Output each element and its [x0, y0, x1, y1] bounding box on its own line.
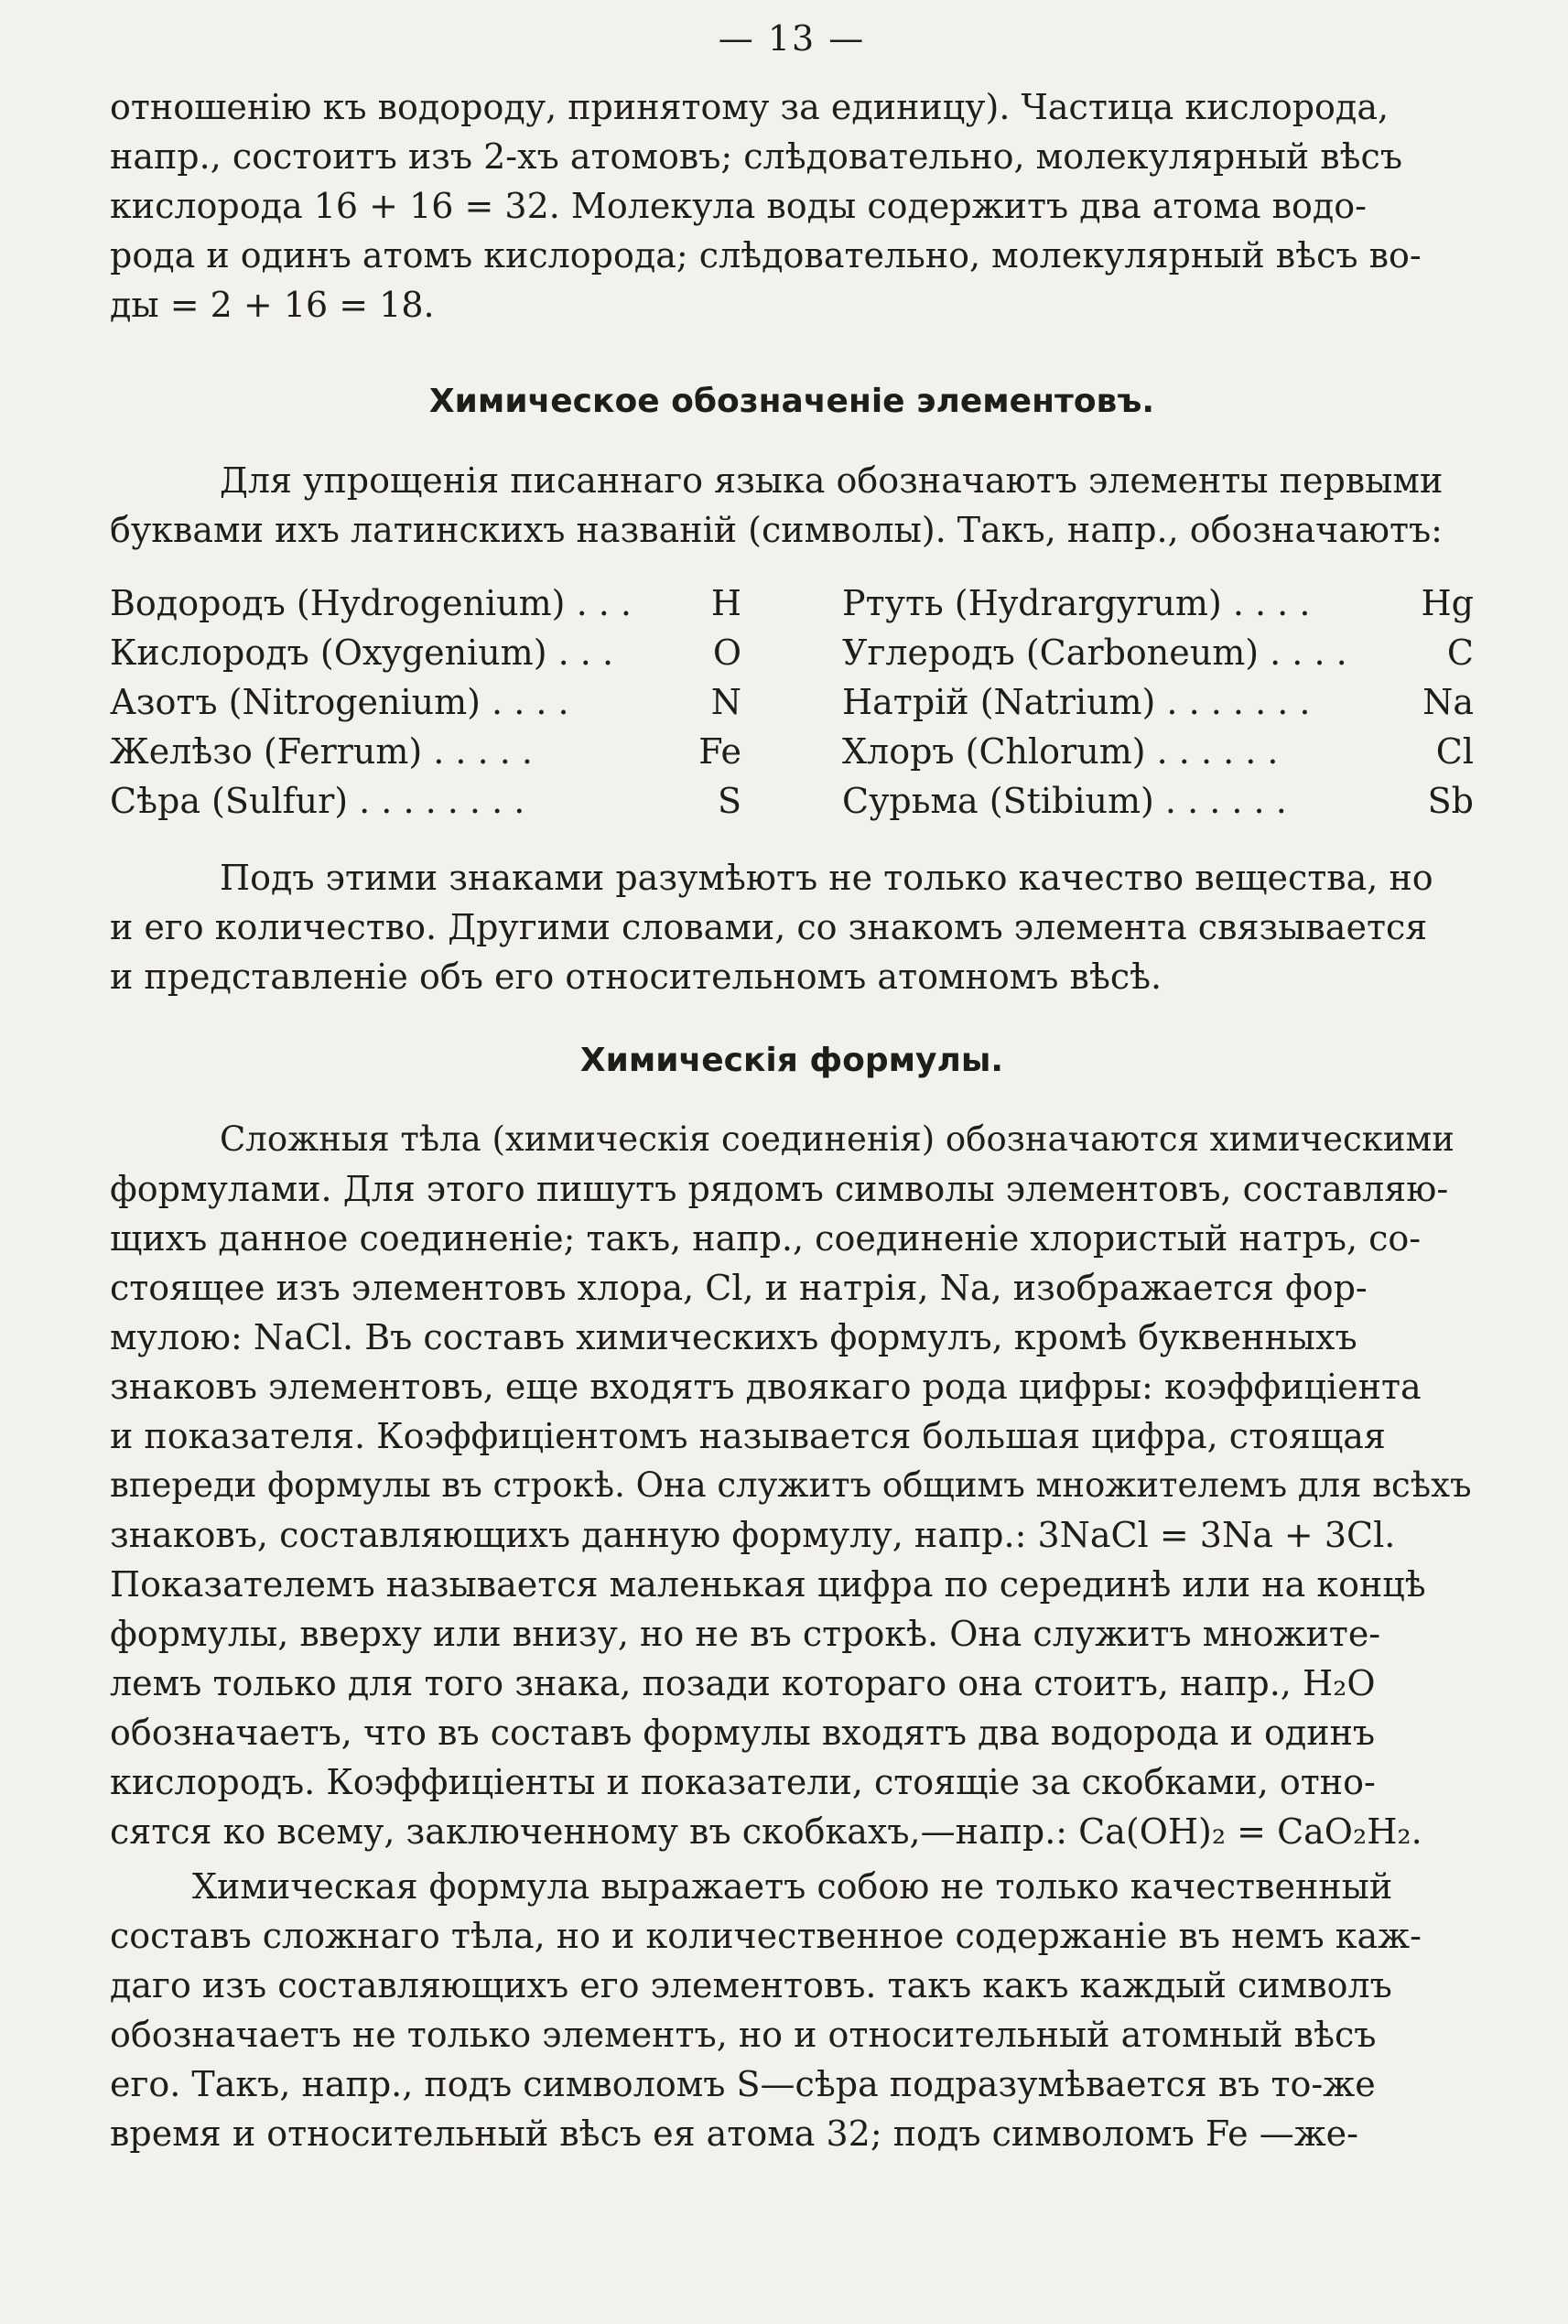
element-symbol: Hg [1421, 583, 1474, 623]
text-line: Подъ этими знаками разумѣютъ не только качество вещества, но [220, 858, 1433, 898]
text-line: Для упрощенія писаннаго языка обозначаютъ элементы первыми [220, 460, 1444, 501]
element-symbol: H [710, 583, 741, 623]
text-line: и его количество. Другими словами, со знакомъ элемента связывается [110, 907, 1428, 947]
element-symbol: N [710, 682, 741, 722]
text-line: стоящее изъ элементовъ хлора, Cl, и натрія, Na, изображается фор- [110, 1268, 1368, 1308]
text-line: щихъ данное соединеніе; такъ, напр., соединеніе хлористый натръ, со- [110, 1218, 1422, 1259]
element-name: Кислородъ (Oxygenium) . . . [110, 632, 614, 673]
elements-table [110, 578, 1474, 826]
element-name: Сурьма (Stibium) . . . . . . [842, 781, 1287, 821]
text-line: сятся ко всему, заключенному въ скобкахъ,—напр.: Ca(OH)₂ = CaO₂H₂. [110, 1811, 1422, 1852]
text-line: и представленіе объ его относительномъ атомномъ вѣсѣ. [110, 957, 1162, 997]
element-name: Водородъ (Hydrogenium) . . . [110, 583, 632, 623]
text-line: время и относительный вѣсъ ея атома 32; подъ символомъ Fe —же- [110, 2113, 1358, 2154]
book-page [110, 0, 1474, 2324]
text-line: рода и одинъ атомъ кислорода; слѣдовательно, молекулярный вѣсъ во- [110, 235, 1422, 276]
element-name: Желѣзо (Ferrum) . . . . . [110, 731, 533, 772]
element-symbol: S [717, 781, 741, 821]
element-row [110, 628, 1474, 677]
text-line: даго изъ составляющихъ его элементовъ. такъ какъ каждый символъ [110, 1965, 1392, 2005]
text-line: Сложныя тѣла (химическія соединенія) обозначаются химическими [220, 1119, 1454, 1159]
element-symbol: Na [1422, 682, 1474, 722]
element-name: Сѣра (Sulfur) . . . . . . . . [110, 781, 525, 821]
text-line: буквами ихъ латинскихъ названій (символы). Такъ, напр., обозначаютъ: [110, 510, 1443, 550]
text-line: обозначаетъ, что въ составъ формулы входятъ два водорода и одинъ [110, 1713, 1376, 1753]
text-line: впереди формулы въ строкѣ. Она служитъ общимъ множителемъ для всѣхъ [110, 1465, 1472, 1505]
element-symbol: Cl [1435, 731, 1474, 772]
element-symbol: O [712, 632, 741, 673]
section-heading-formulas: Химическія формулы. [579, 1042, 1004, 1079]
element-name: Углеродъ (Carboneum) . . . . [842, 632, 1347, 673]
text-line: обозначаетъ не только элементъ, но и относительный атомный вѣсъ [110, 2015, 1377, 2055]
element-row [110, 776, 1474, 826]
text-line: формулы, вверху или внизу, но не въ строкѣ. Она служитъ множите- [110, 1614, 1381, 1654]
text-line: лемъ только для того знака, позади котораго она стоитъ, напр., H₂O [110, 1663, 1376, 1703]
intro-paragraph [110, 82, 1474, 330]
text-line: отношенію къ водороду, принятому за единицу). Частица кислорода, [110, 87, 1390, 127]
text-line: его. Такъ, напр., подъ символомъ S—сѣра подразумѣвается въ то-же [110, 2064, 1376, 2104]
element-name: Натрій (Natrium) . . . . . . . [842, 682, 1311, 722]
text-line: мулою: NaCl. Въ составъ химическихъ формулъ, кромѣ буквенныхъ [110, 1317, 1357, 1357]
text-line: Химическая формула выражаетъ собою не только качественный [192, 1866, 1393, 1907]
page-number: — 13 — [718, 18, 866, 59]
text-line: ды = 2 + 16 = 18. [110, 285, 435, 325]
element-symbol: Fe [698, 731, 741, 772]
text-line: Показателемъ называется маленькая цифра по серединѣ или на концѣ [110, 1564, 1426, 1605]
element-symbol: Sb [1427, 781, 1474, 821]
element-symbol: C [1446, 632, 1474, 673]
element-name: Хлоръ (Chlorum) . . . . . . [842, 731, 1279, 772]
symbols-paragraph [110, 456, 1474, 555]
text-line: и показателя. Коэффиціентомъ называется большая цифра, стоящая [110, 1416, 1386, 1456]
section-heading-symbols: Химическое обозначеніе элементовъ. [428, 383, 1155, 420]
final-paragraph [110, 1862, 1474, 2158]
element-name: Азотъ (Nitrogenium) . . . . [110, 682, 569, 722]
element-name: Ртуть (Hydrargyrum) . . . . [842, 583, 1311, 623]
text-line: кислородъ. Коэффиціенты и показатели, стоящіе за скобками, отно- [110, 1762, 1376, 1802]
text-line: формулами. Для этого пишутъ рядомъ символы элементовъ, составляю- [110, 1169, 1449, 1209]
text-line: напр., состоитъ изъ 2-хъ атомовъ; слѣдовательно, молекулярный вѣсъ [110, 136, 1402, 177]
element-row [110, 727, 1474, 776]
element-row [110, 578, 1474, 628]
text-line: знаковъ элементовъ, еще входятъ двоякаго рода цифры: коэффиціента [110, 1367, 1422, 1407]
formulas-paragraph [110, 1115, 1474, 1856]
element-row [110, 677, 1474, 727]
signs-paragraph [110, 853, 1474, 1001]
text-line: кислорода 16 + 16 = 32. Молекула воды содержитъ два атома водо- [110, 186, 1368, 226]
text-line: составъ сложнаго тѣла, но и количественное содержаніе въ немъ каж- [110, 1916, 1422, 1956]
text-line: знаковъ, составляющихъ данную формулу, напр.: 3NaCl = 3Na + 3Cl. [110, 1515, 1396, 1555]
